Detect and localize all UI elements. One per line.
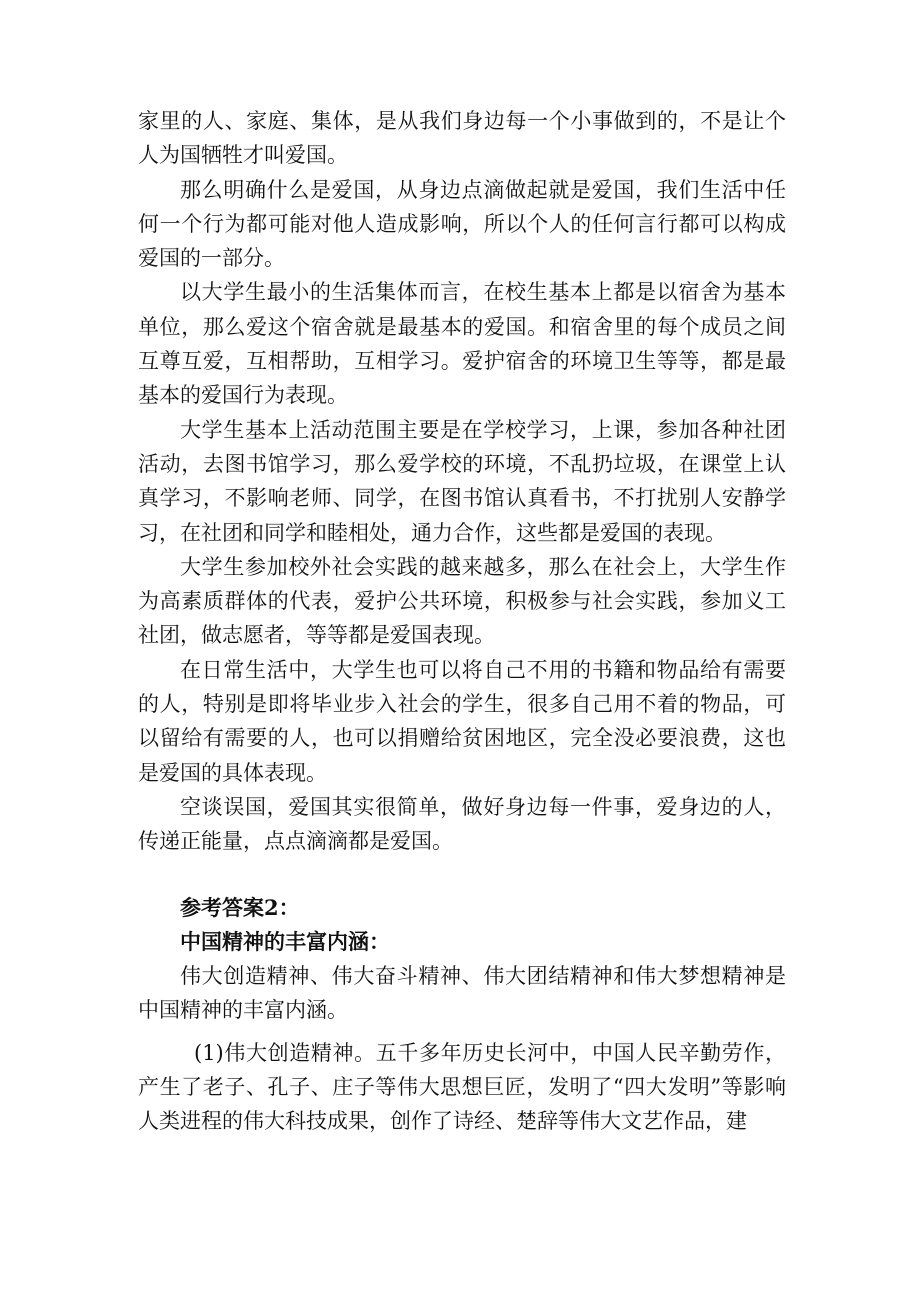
answer-heading: 参考答案2： [180, 894, 300, 920]
paragraph-campus: 大学生基本上活动范围主要是在学校学习，上课，参加各种社团活动，去图书馆学习，那么爱学校的环境，不乱扔垃圾，在课堂上认真学习，不影响老师、同学，在图书馆认真看书，不打扰别人安静学习，在社团和同学和睦相处，通力合作，这些都是爱国的表现。 [138, 417, 786, 545]
paragraph-creative-spirit: (1)伟大创造精神。五千多年历史长河中，中国人民辛勤劳作，产生了老子、孔子、庄子等伟大思想巨匠，发明了“四大发明”等影响人类进程的伟大科技成果，创作了诗经、楚辞等伟大文艺作品，建 [138, 1040, 786, 1134]
document-body [138, 104, 786, 1139]
section-heading: 中国精神的丰富内涵： [180, 928, 390, 954]
paragraph-chinese-spirit: 伟大创造精神、伟大奋斗精神、伟大团结精神和伟大梦想精神是中国精神的丰富内涵。 [138, 964, 786, 1023]
paragraph-conclusion: 空谈误国，爱国其实很简单，做好身边每一件事，爱身边的人，传递正能量，点点滴滴都是爱国。 [138, 794, 786, 854]
paragraph-what-is-patriotism: 那么明确什么是爱国，从身边点滴做起就是爱国，我们生活中任何一个行为都可能对他人造成影响，所以个人的任何言行都可以构成爱国的一部分。 [138, 177, 786, 271]
paragraph-daily-life: 在日常生活中，大学生也可以将自己不用的书籍和物品给有需要的人，特别是即将毕业步入社会的学生，很多自己用不着的物品，可以留给有需要的人，也可以捐赠给贫困地区，完全没必要浪费，这也是爱国的具体表现。 [138, 657, 786, 785]
paragraph-social-practice: 大学生参加校外社会实践的越来越多，那么在社会上，大学生作为高素质群体的代表，爱护公共环境，积极参与社会实践，参加义工社团，做志愿者，等等都是爱国表现。 [138, 554, 786, 648]
paragraph-continuation: 家里的人、家庭、集体，是从我们身边每一个小事做到的，不是让个人为国牺牲才叫爱国。 [138, 109, 786, 168]
paragraph-dormitory: 以大学生最小的生活集体而言，在校生基本上都是以宿舍为基本单位，那么爱这个宿舍就是最基本的爱国。和宿舍里的每个成员之间互尊互爱，互相帮助，互相学习。爱护宿舍的环境卫生等等，都是最基本的爱国行为表现。 [138, 280, 786, 408]
